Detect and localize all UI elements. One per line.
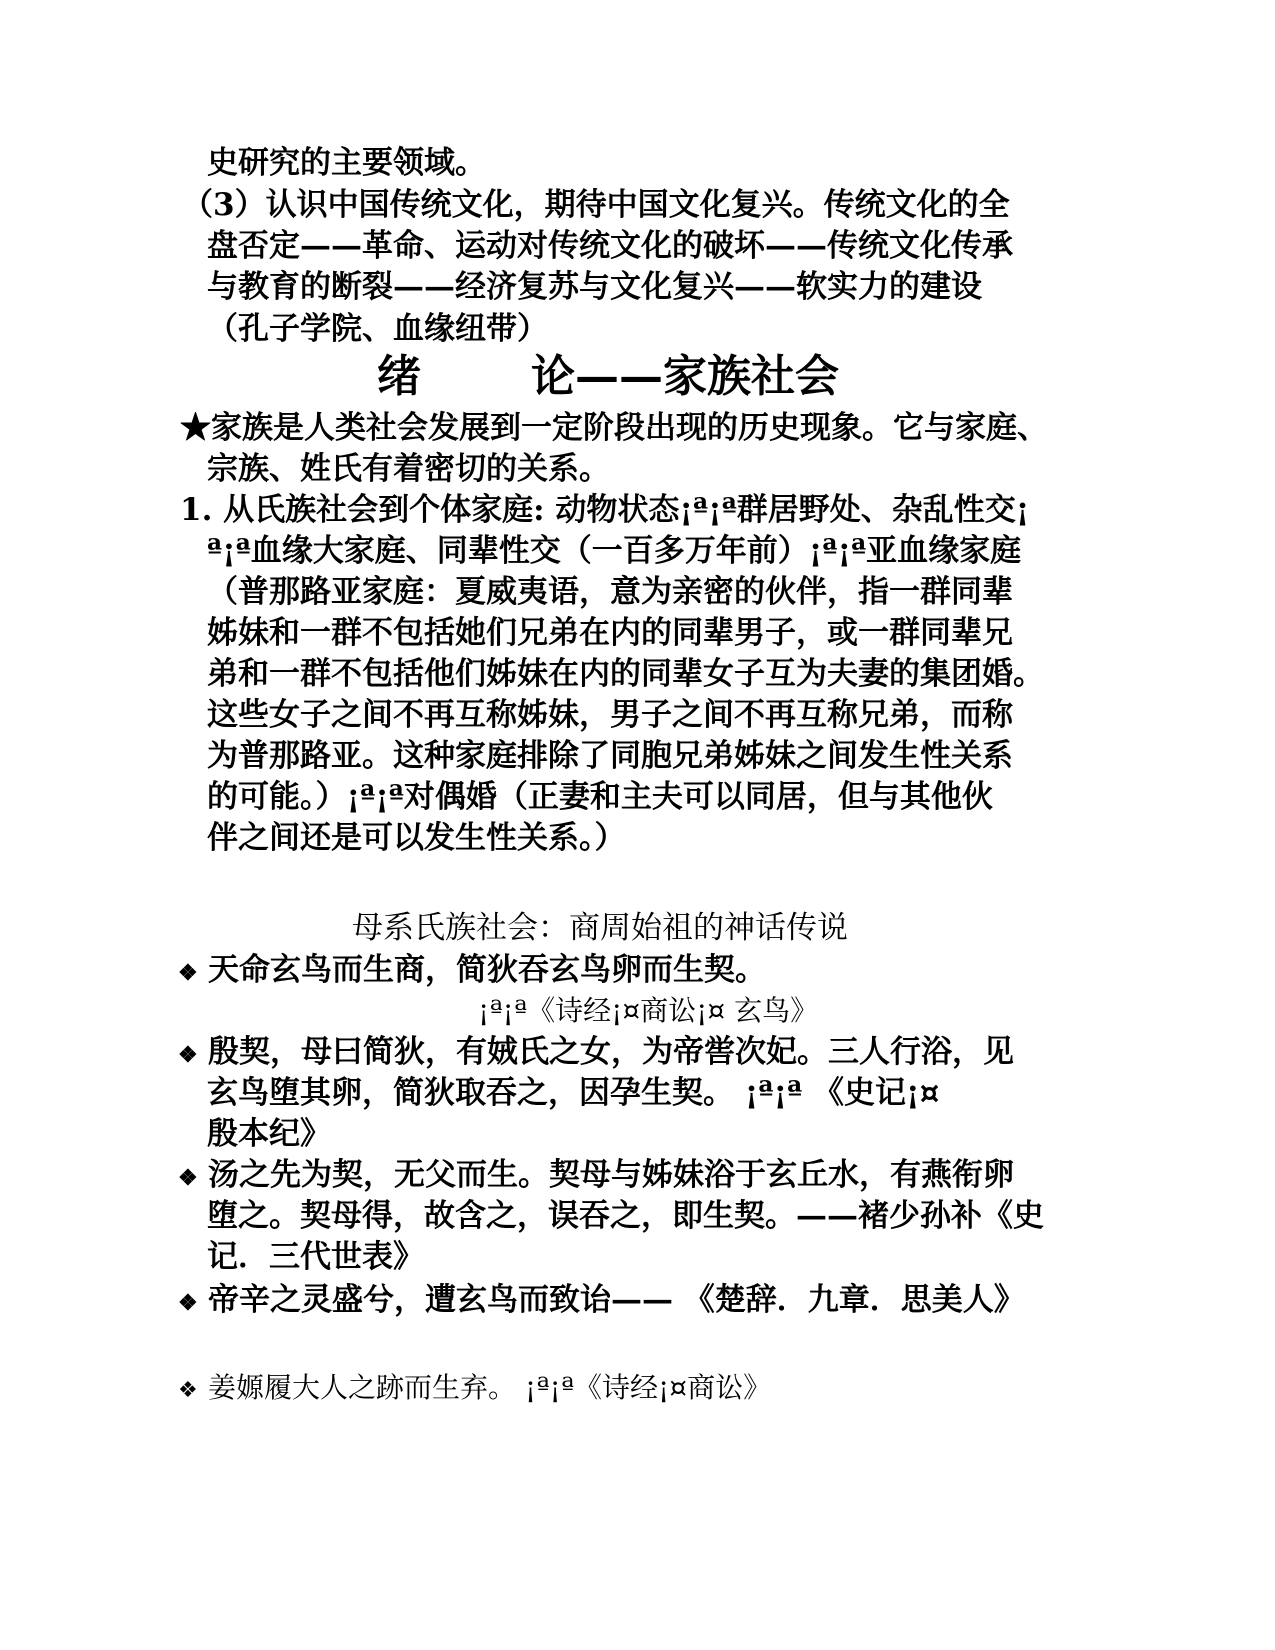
bullet-icon: ❖ [178,1378,198,1403]
intro-line: 史研究的主要领域。 [207,145,486,181]
section-title-part: 论——家族社会 [531,351,839,402]
item3-line: 与教育的断裂——经济复苏与文化复兴——软实力的建设 [207,269,982,305]
quote-text: 姜嫄履大人之跡而生弃。 ¡ª¡ª《诗经¡¤商讼》 [208,1371,772,1404]
star-paragraph-line: ★家族是人类社会发展到一定阶段出现的历史现象。它与家庭、 [180,410,1048,446]
bullet-icon: ❖ [178,1290,198,1316]
quote-line [178,1032,1014,1075]
item3-line: （孔子学院、血缘纽带） [207,311,548,347]
quote-line [178,950,766,993]
quote-text: 帝辛之灵盛兮，遭玄鸟而致诒—— 《楚辞．九章．思美人》 [208,1282,1025,1318]
section-title-part: 绪 [377,351,421,402]
item1-line: 的可能。）¡ª¡ª对偶婚（正妻和主夫可以同居，但与其他伙 [207,779,993,815]
item1-line: 为普那路亚。这种家庭排除了同胞兄弟姊妹之间发生性关系 [207,738,1013,774]
bullet-icon: ❖ [178,1042,198,1068]
item1-line: 伴之间还是可以发生性关系。） [207,820,626,856]
star-paragraph-line: 宗族、姓氏有着密切的关系。 [207,451,610,487]
quote-text: 殷本纪》 [207,1116,331,1152]
quote-text: 汤之先为契，无父而生。契母与姊妹浴于玄丘水，有燕衔卵 [208,1157,1014,1193]
quote-text: 堕之。契母得，故含之，误吞之，即生契。——褚少孙补《史 [207,1198,1044,1234]
item3-line: 盘否定——革命、运动对传统文化的破坏——传统文化传承 [207,228,1013,264]
item3-line: （3）认识中国传统文化，期待中国文化复兴。传统文化的全 [182,187,1010,223]
bullet-icon: ❖ [178,1165,198,1191]
item1-line: 这些女子之间不再互称姊妹，男子之间不再互称兄弟，而称 [207,697,1013,733]
item1-line: 弟和一群不包括他们姊妹在内的同辈女子互为夫妻的集团婚。 [207,656,1044,692]
section-title [377,350,839,404]
quote-line [178,1280,1025,1323]
quote-text: 殷契，母曰简狄，有娀氏之女，为帝喾次妃。三人行浴，见 [208,1034,1014,1070]
quote-line [178,1155,1014,1198]
quote-text: 玄鸟堕其卵，简狄取吞之，因孕生契。 ¡ª¡ª 《史记¡¤ [207,1075,940,1111]
item1-line: ª¡ª血缘大家庭、同辈性交（一百多万年前）¡ª¡ª亚血缘家庭 [207,533,1022,569]
quote-text: 记．三代世表》 [207,1239,424,1275]
bullet-icon: ❖ [178,960,198,986]
item1-line: （普那路亚家庭：夏威夷语，意为亲密的伙伴，指一群同辈 [207,574,1013,610]
item1-line: 姊妹和一群不包括她们兄弟在内的同辈男子，或一群同辈兄 [207,615,1013,651]
quote-line [178,1368,771,1411]
quote-source: ¡ª¡ª《诗经¡¤商讼¡¤ 玄鸟》 [478,994,819,1027]
item1-line: 1. 从氏族社会到个体家庭: 动物状态¡ª¡ª群居野处、杂乱性交¡ [180,492,1030,528]
quote-text: 天命玄鸟而生商，简狄吞玄鸟卵而生契。 [208,952,766,988]
subheading: 母系氏族社会：商周始祖的神话传说 [352,910,848,946]
